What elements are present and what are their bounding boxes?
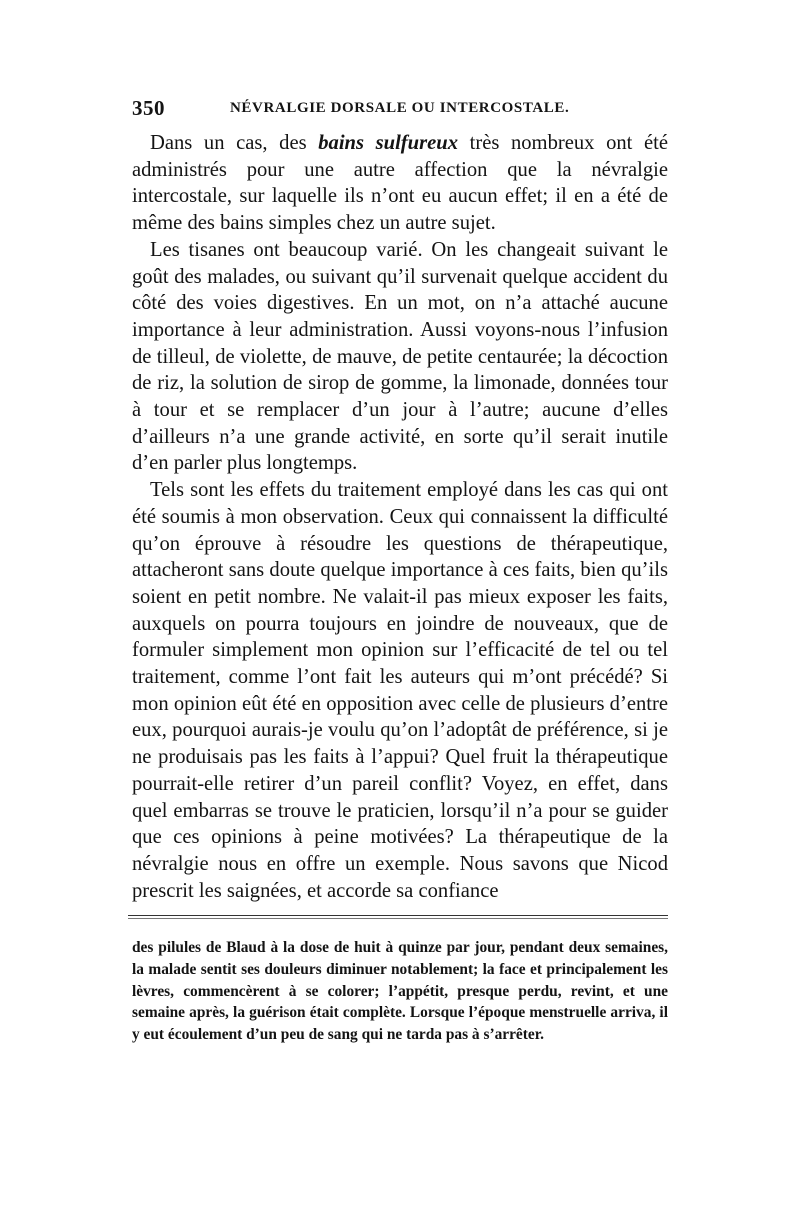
footnote — [132, 937, 668, 1046]
body-text — [132, 130, 668, 904]
page-number: 350 — [132, 96, 165, 120]
running-title: NÉVRALGIE DORSALE OU INTERCOSTALE. — [230, 100, 570, 116]
emphasis-bains-sulfureux: bains sulfureux — [318, 132, 459, 154]
paragraph-3: Tels sont les effets du traitement employé dans les cas qui ont été soumis à mon observation. Ceux qui connaissent la difficulté qu’on éprouve à résoudre les questions de thérapeutique, attacheront sans doute quelque importance à ces faits, bien qu’ils soient en petit nombre. Ne valait-il pas mieux exposer les faits, auxquels on pourra toujours en joindre de nouveaux, que de formuler simplement mon opinion sur l’efficacité de tel ou tel traitement, comme l’ont fait les auteurs qui m’ont précédé? Si mon opinion eût été en opposition avec celle de plusieurs d’entre eux, pourquoi aurais-je voulu qu’on l’adoptât de préférence, si je ne produisais pas les faits à l’appui? Quel fruit la thérapeutique pourrait-elle retirer d’un pareil conflit? Voyez, en effet, dans quel embarras se trouve le praticien, lorsqu’il n’a pour se guider que ces opinions à peine motivées? La thérapeutique de la névralgie nous en offre un exemple. Nous savons que Nicod prescrit les saignées, et accorde sa confiance — [132, 479, 668, 902]
paragraph-1 — [132, 130, 668, 237]
paragraph-1-start: Dans un cas, des — [150, 132, 319, 154]
running-header — [132, 96, 668, 120]
footnote-separator-secondary — [128, 918, 668, 919]
paragraph-1-rest: très nombreux ont été administrés pour une autre affection que la névralgie intercostale, sur laquelle ils n’ont eu aucun effet; il en a été de même des bains simples chez un autre sujet. — [132, 132, 668, 235]
footnote-separator — [128, 915, 668, 916]
paragraph-2: Les tisanes ont beaucoup varié. On les changeait suivant le goût des malades, ou suivant qu’il survenait quelque accident du côté des voies digestives. En un mot, on n’a attaché aucune importance à leur administration. Aussi voyons-nous l’infusion de tilleul, de violette, de mauve, de petite centaurée; la décoction de riz, la solution de sirop de gomme, la limonade, données tour à tour et se remplacer d’un jour à l’autre; aucune d’elles d’ailleurs n’a une grande activité, en sorte qu’il serait inutile d’en parler plus longtemps. — [132, 238, 668, 475]
footnote-text: des pilules de Blaud à la dose de huit à quinze par jour, pendant deux semaines, la malade sentit ses douleurs diminuer notablement; la face et principalement les lèvres, commencèrent à se colorer; l’appétit, presque perdu, revint, et une semaine après, la guérison était complète. Lorsque l’époque menstruelle arriva, il y eut écoulement d’un peu de sang qui ne tarda pas à s’arrêter. — [132, 939, 668, 1044]
